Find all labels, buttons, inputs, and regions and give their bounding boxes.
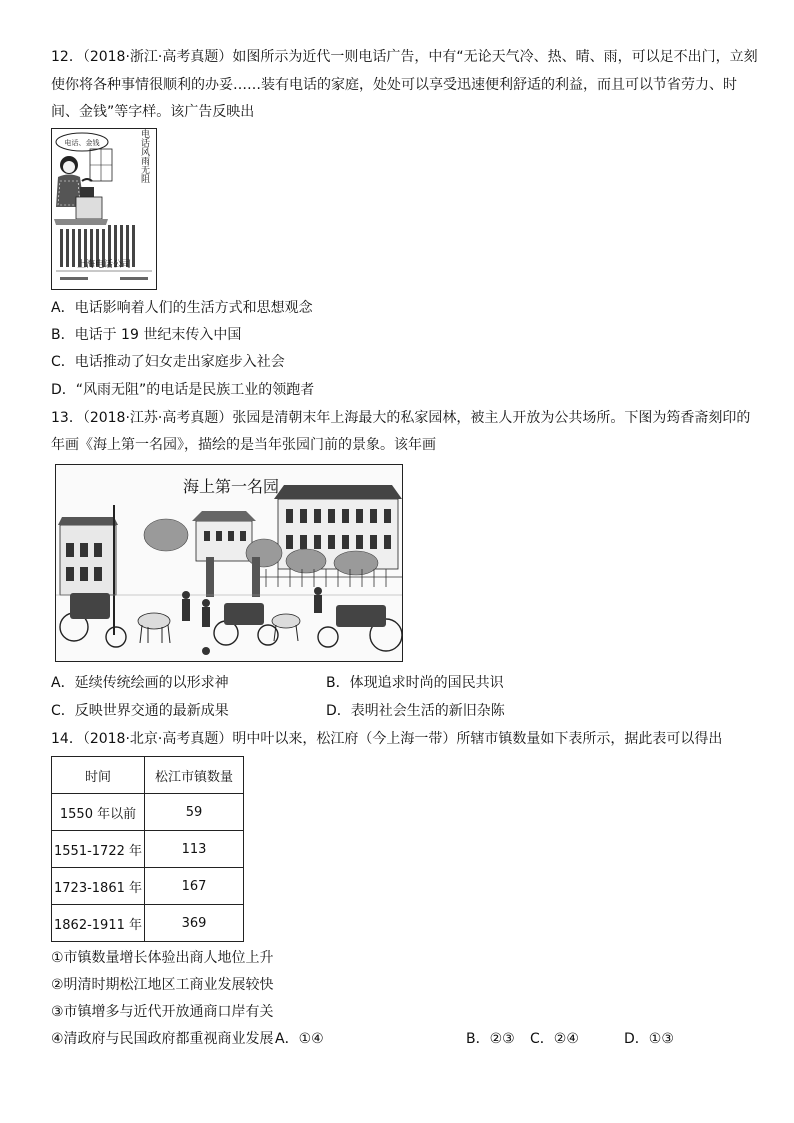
q14-option-b: B．②③ [466, 1031, 515, 1047]
q13-option-a: A．延续传统绘画的以形求神 [51, 675, 229, 691]
q14-statement-1: ①市镇数量增长体验出商人地位上升 [51, 950, 274, 966]
q12-text-line2: 使你将各种事情很顺利的办妥……装有电话的家庭，处处可以享受迅速便利舒适的利益，而且可以节省劳力、时 [51, 77, 737, 93]
table-header-count: 松江市镇数量 [145, 757, 244, 794]
table-row [52, 831, 244, 868]
table-cell-count: 59 [145, 794, 244, 831]
table-row [52, 868, 244, 905]
ad-title-text: 装了电话风雨无阻 [139, 129, 149, 183]
table-row [52, 905, 244, 942]
zhang-garden-painting [55, 464, 403, 662]
table-cell-count: 167 [145, 868, 244, 905]
q12-option-b: B．电话于 19 世纪末传入中国 [51, 327, 242, 343]
ad-company-text: 上海电话公司 [76, 260, 132, 270]
table-cell-period: 1723-1861 年 [52, 868, 145, 905]
zhang-garden-illustration [56, 465, 402, 661]
telephone-ad-illustration [52, 129, 156, 289]
q13-option-b: B．体现追求时尚的国民共识 [326, 675, 504, 691]
table-cell-period: 1551-1722 年 [52, 831, 145, 868]
table-header-period: 时间 [52, 757, 145, 794]
telephone-ad-image [51, 128, 157, 290]
q13-option-c: C．反映世界交通的最新成果 [51, 703, 229, 719]
table-cell-count: 113 [145, 831, 244, 868]
table-header-row [52, 757, 244, 794]
q14-statement-2: ②明清时期松江地区工商业发展较快 [51, 977, 274, 993]
table-cell-period: 1550 年以前 [52, 794, 145, 831]
q12-option-d: D．“风雨无阻”的电话是民族工业的领跑者 [51, 382, 315, 398]
q12-text-line1: 12．（2018·浙江·高考真题）如图所示为近代一则电话广告，中有“无论天气冷、热、晴、雨，可以足不出门，立刻 [51, 49, 758, 65]
q13-option-d: D．表明社会生活的新旧杂陈 [326, 703, 505, 719]
table-cell-period: 1862-1911 年 [52, 905, 145, 942]
table-cell-count: 369 [145, 905, 244, 942]
q12-text-line3: 间、金钱”等字样。该广告反映出 [51, 104, 255, 120]
q14-option-a: A．①④ [275, 1031, 324, 1047]
q13-text-line2: 年画《海上第一名园》，描绘的是当年张园门前的景象。该年画 [51, 437, 436, 453]
table-row [52, 794, 244, 831]
q13-text-line1: 13．（2018·江苏·高考真题）张园是清朝末年上海最大的私家园林，被主人开放为公共场所。下图为筠香斋刻印的 [51, 410, 751, 426]
market-town-table [51, 756, 244, 942]
ad-bubble-text: 电话、金钱 [64, 139, 100, 147]
q14-option-c: C．②④ [530, 1031, 579, 1047]
painting-title-text: 海上第一名园 [182, 477, 280, 496]
q12-option-a: A．电话影响着人们的生活方式和思想观念 [51, 300, 313, 316]
q14-statement-4: ④清政府与民国政府都重视商业发展 [51, 1031, 274, 1047]
q14-statement-3: ③市镇增多与近代开放通商口岸有关 [51, 1004, 274, 1020]
q12-option-c: C．电话推动了妇女走出家庭步入社会 [51, 354, 285, 370]
q14-text-line1: 14．（2018·北京·高考真题）明中叶以来，松江府（今上海一带）所辖市镇数量如下表所示，据此表可以得出 [51, 731, 723, 747]
q14-option-d: D．①③ [624, 1031, 674, 1047]
